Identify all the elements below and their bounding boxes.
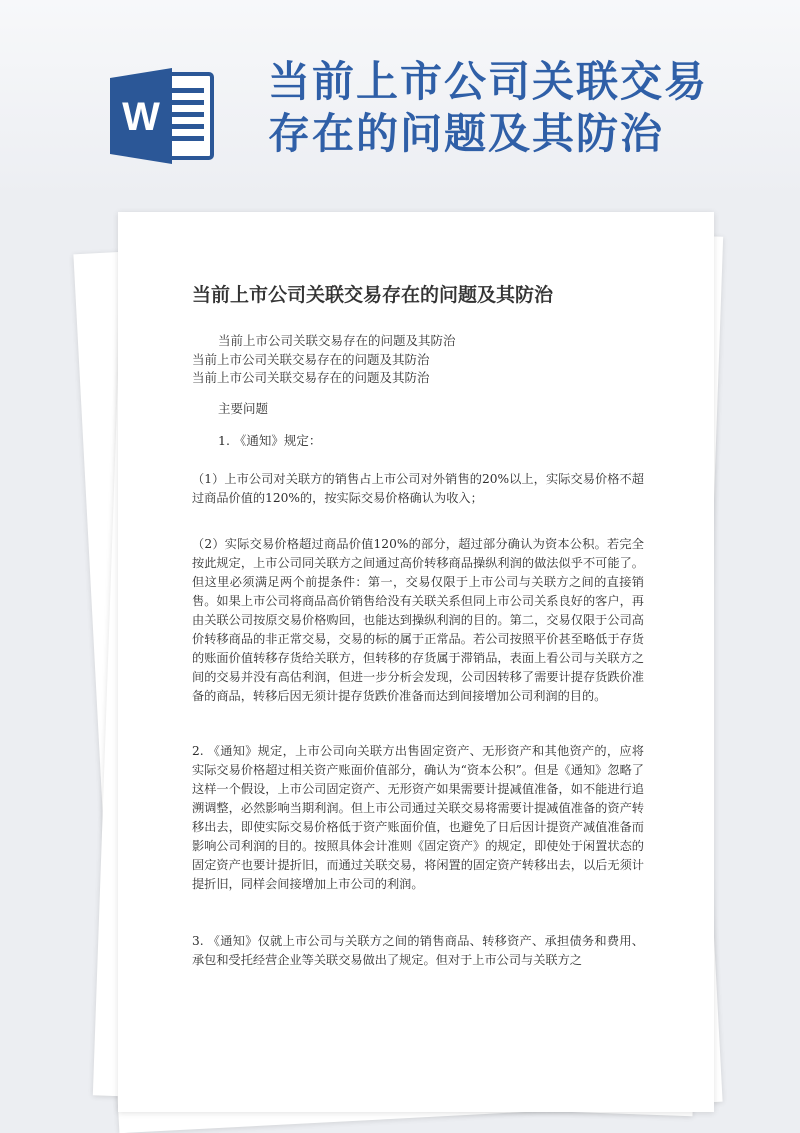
- banner-title-line-2: 存在的问题及其防治: [268, 109, 665, 158]
- subtitle-line: 当前上市公司关联交易存在的问题及其防治: [218, 333, 456, 348]
- banner-title: [268, 56, 778, 160]
- paragraph: （1）上市公司对关联方的销售占上市公司对外销售的20%以上，实际交易价格不超过商品价值的120%的，按实际交易价格确认为收入；: [192, 472, 644, 505]
- paragraph: 2. 《通知》规定，上市公司向关联方出售固定资产、无形资产和其他资产的，应将实际交易价格超过相关资产账面价值部分，确认为“资本公积”。但是《通知》忽略了这样一个假设，上市公司固定资产、无形资产如果需要计提减值准备，如不能进行追溯调整，必然影响当期利润。但上市公司通过关联交易将需要计提减值准备的资产转移出去，即使实际交易价格低于资产账面价值，也避免了日后因计提资产减值准备而影响公司利润的目的。按照具体会计准则《固定资产》的规定，即使处于闲置状态的固定资产也要计提折旧，而通过关联交易，将闲置的固定资产转移出去，以后无须计提折旧，同样会间接增加上市公司的利润。: [192, 744, 644, 891]
- document-page: [118, 212, 714, 1112]
- banner-title-line-1: 当前上市公司关联交易: [268, 57, 709, 106]
- subtitle-line: 当前上市公司关联交易存在的问题及其防治: [192, 370, 430, 385]
- section-heading: 主要问题: [218, 401, 269, 416]
- svg-text:W: W: [122, 95, 160, 139]
- header-banner: [0, 0, 800, 200]
- subtitle-line: 当前上市公司关联交易存在的问题及其防治: [192, 352, 430, 367]
- paragraph: 3. 《通知》仅就上市公司与关联方之间的销售商品、转移资产、承担债务和费用、承包和受托经营企业等关联交易做出了规定。但对于上市公司与关联方之: [192, 934, 644, 967]
- word-icon: [110, 68, 216, 164]
- document-title: 当前上市公司关联交易存在的问题及其防治: [192, 284, 554, 306]
- item-heading: 1. 《通知》规定：: [218, 433, 322, 448]
- paragraph: （2）实际交易价格超过商品价值120%的部分，超过部分确认为资本公积。若完全按此规定，上市公司同关联方之间通过高价转移商品操纵利润的做法似乎不可能了。但这里必须满足两个前提条件：第一，交易仅限于上市公司与关联方之间的直接销售。如果上市公司将商品高价销售给没有关联关系但同上市公司关系良好的客户，再由关联公司按原交易价格购回，也能达到操纵利润的目的。第二，交易仅限于公司高价转移商品的非正常交易，交易的标的属于正常品。若公司按照平价甚至略低于存货的账面价值转移存货给关联方，但转移的存货属于滞销品，表面上看公司与关联方之间的交易并没有高估利润，但进一步分析会发现，公司因转移了需要计提存货跌价准备的商品，转移后因无须计提存货跌价准备而达到间接增加公司利润的目的。: [192, 537, 644, 703]
